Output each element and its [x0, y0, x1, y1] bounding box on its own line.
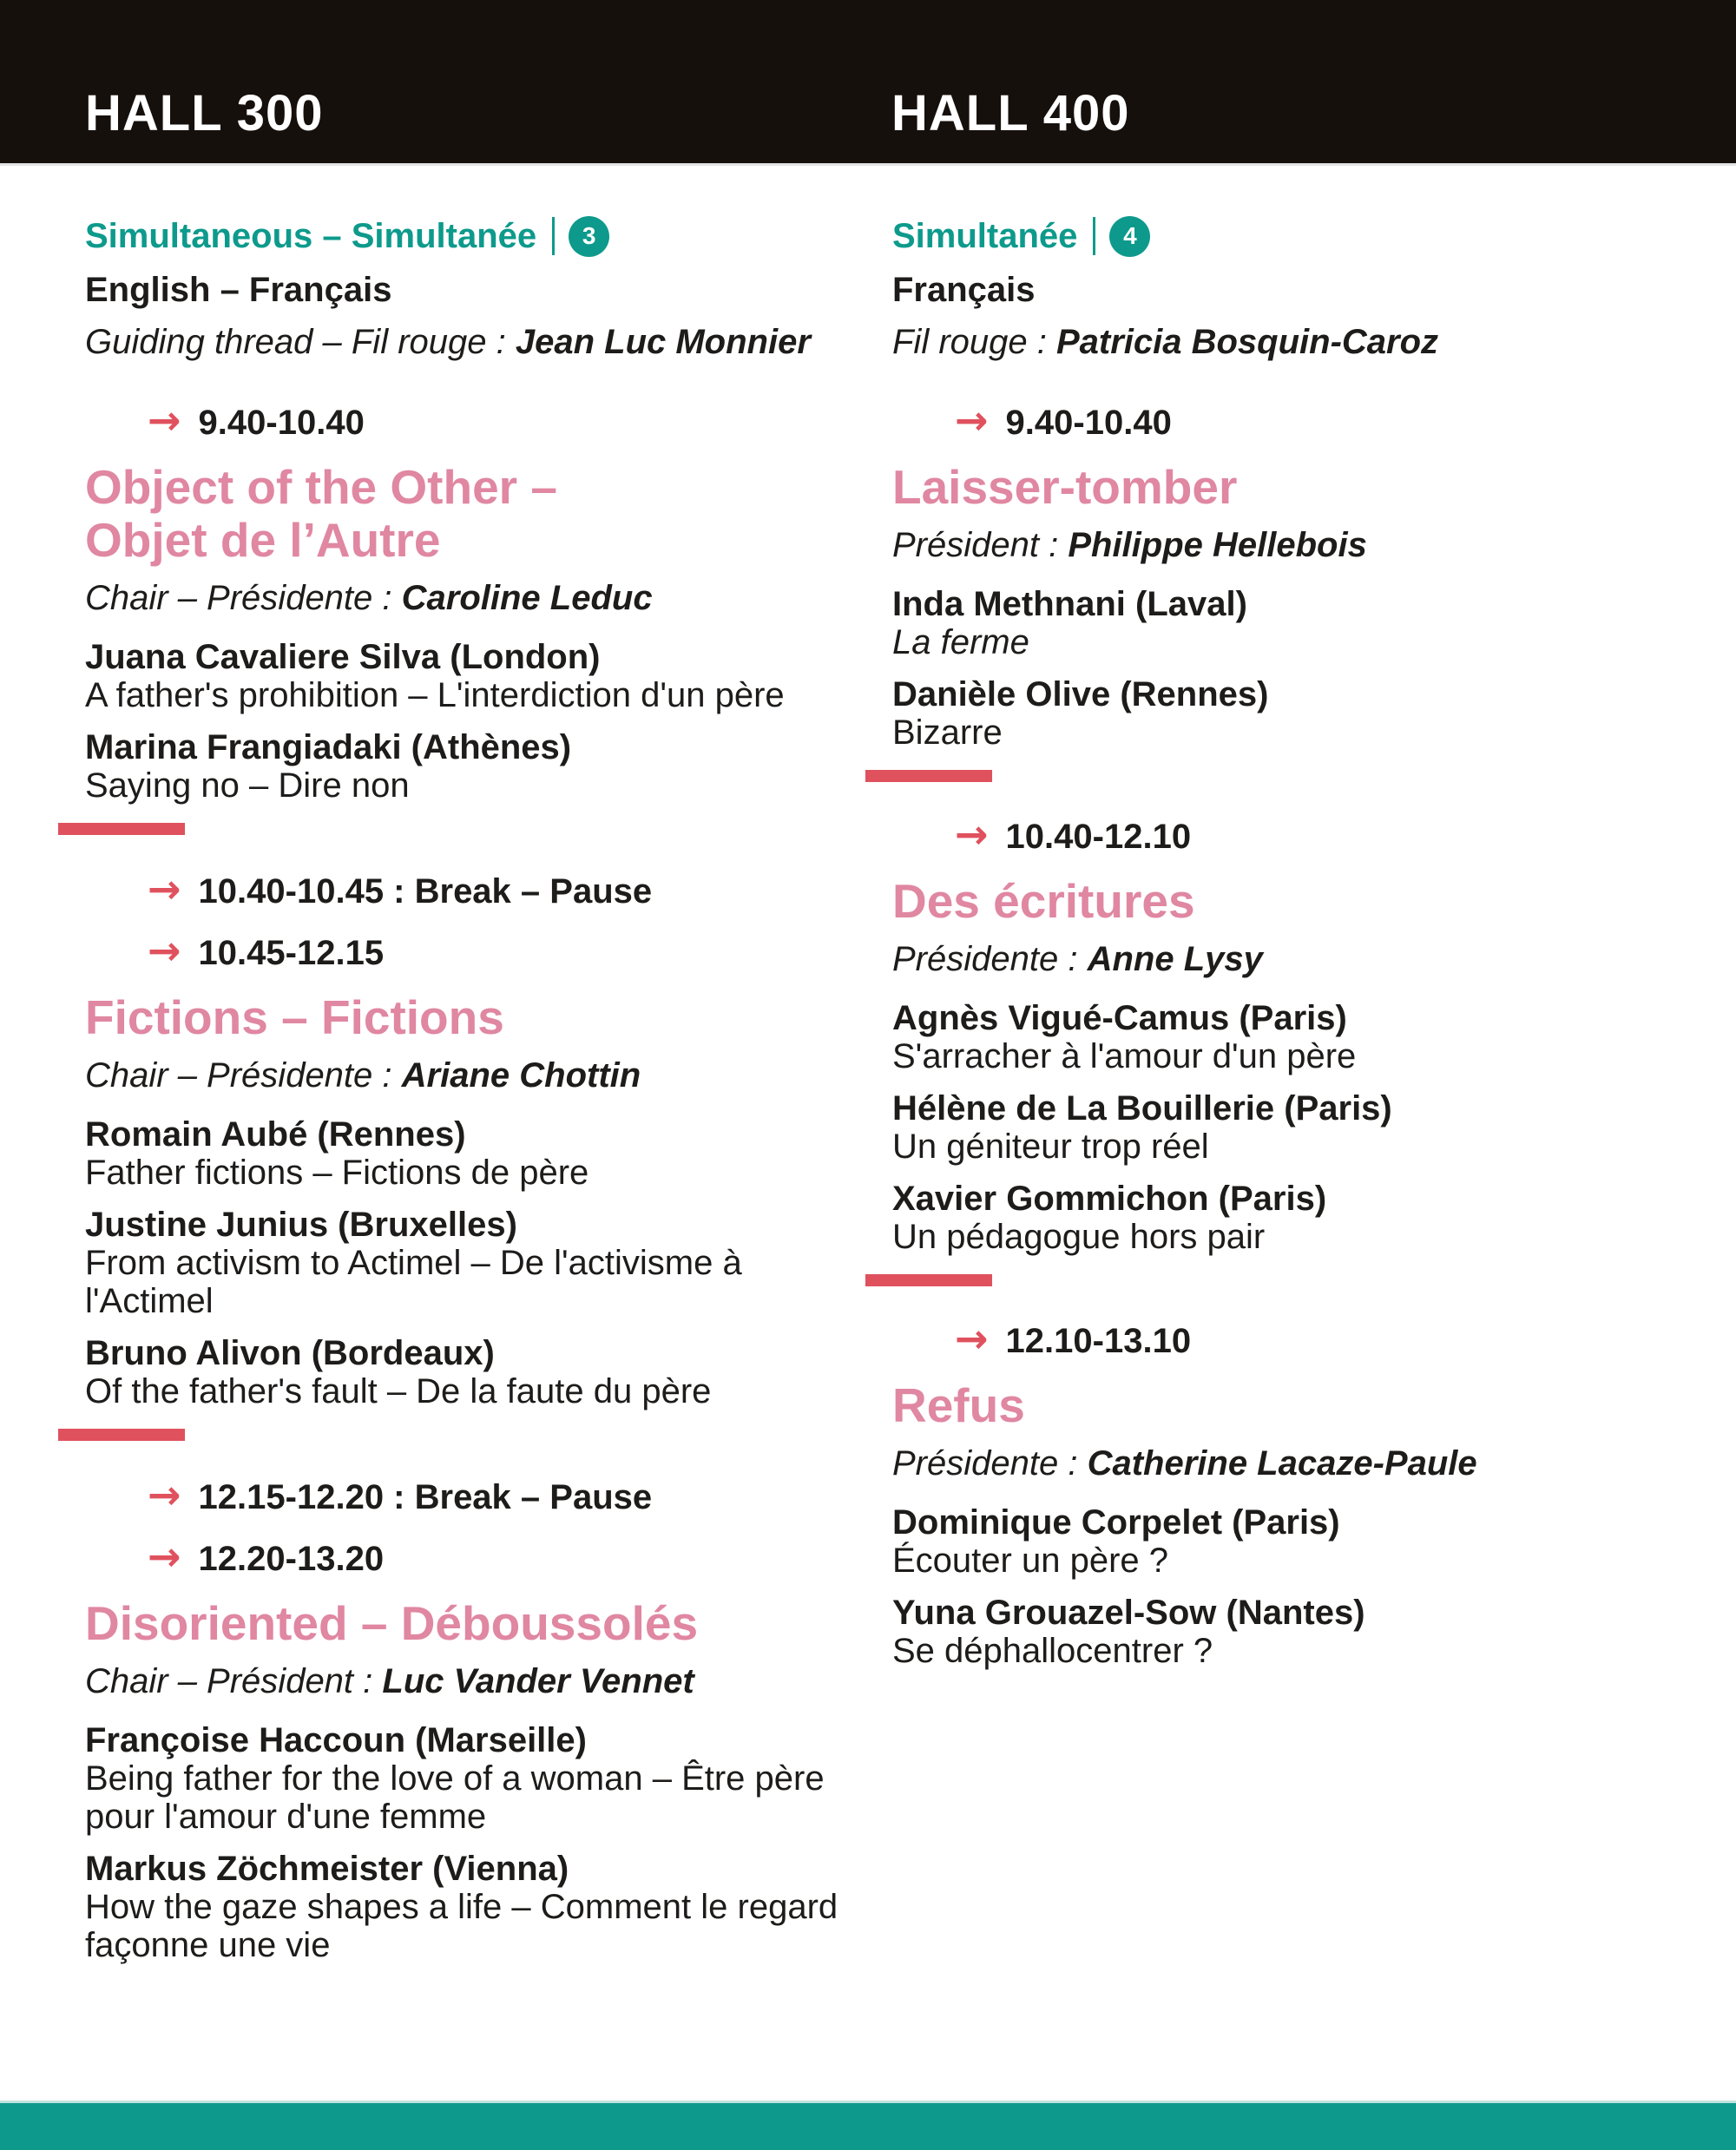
break-label: 10.40-10.45 : Break – Pause	[198, 872, 653, 911]
time-label: 10.40-12.10	[1005, 818, 1192, 856]
fil-rouge-name: Jean Luc Monnier	[515, 323, 811, 361]
speaker-name: Inda Methnani (Laval)	[892, 585, 1247, 623]
chair-name: Luc Vander Vennet	[382, 1662, 694, 1700]
speaker-name: Justine Junius (Bruxelles)	[85, 1206, 517, 1244]
session-title-line: Objet de l’Autre	[85, 513, 441, 567]
chair-role: Présidente :	[892, 1444, 1088, 1483]
session-title-line: Des écritures	[892, 874, 1195, 928]
speaker-entry	[892, 675, 1660, 752]
chair-role: Chair – Président :	[85, 1662, 383, 1700]
languages-label: English – Français	[85, 271, 392, 309]
hall-400-title: HALL 400	[891, 85, 1130, 141]
arrow-icon: →	[955, 397, 989, 444]
column-hall-400	[892, 165, 1660, 1670]
fil-rouge-name: Patricia Bosquin-Caroz	[1055, 323, 1439, 361]
speaker-entry	[85, 728, 863, 805]
time-label: 12.20-13.20	[198, 1540, 385, 1578]
speaker-name: Françoise Haccoun (Marseille)	[85, 1721, 587, 1759]
speaker-name: Juana Cavaliere Silva (London)	[85, 638, 601, 676]
time-row	[85, 927, 863, 974]
languages-label: Français	[892, 271, 1036, 309]
fil-rouge-line	[892, 323, 1660, 361]
session-title-line: Laisser-tomber	[892, 460, 1238, 514]
talk-title: A father's prohibition – L'interdiction d'un père	[85, 676, 785, 714]
channel-badge: 3	[569, 216, 609, 257]
fil-rouge-prefix: Guiding thread – Fil rouge :	[85, 323, 516, 361]
break-row	[85, 1471, 863, 1518]
column-hall-300	[85, 165, 863, 1964]
header-bar	[0, 0, 1736, 166]
interpretation-row	[892, 215, 1660, 257]
talk-title: From activism to Actimel – De l'activisme à l'Actimel	[85, 1244, 742, 1320]
arrow-icon: →	[148, 865, 181, 912]
arrow-icon: →	[148, 1471, 181, 1518]
talk-title: S'arracher à l'amour d'un père	[892, 1037, 1357, 1075]
speaker-name: Danièle Olive (Rennes)	[892, 675, 1269, 713]
speaker-entry	[85, 638, 863, 714]
chair-line	[85, 1056, 863, 1095]
talk-title: Of the father's fault – De la faute du père	[85, 1372, 712, 1410]
talk-title: Father fictions – Fictions de père	[85, 1154, 589, 1192]
fil-rouge-prefix: Fil rouge :	[892, 323, 1056, 361]
session-title-line: Refus	[892, 1378, 1025, 1432]
time-row	[892, 811, 1660, 858]
time-row	[85, 1533, 863, 1580]
speaker-name: Agnès Vigué-Camus (Paris)	[892, 999, 1347, 1037]
session-title-line: Fictions – Fictions	[85, 990, 504, 1044]
chair-name: Ariane Chottin	[401, 1056, 641, 1095]
chair-line	[892, 940, 1660, 978]
talk-title: La ferme	[892, 623, 1029, 661]
channel-badge: 4	[1109, 216, 1150, 257]
chair-role: Président :	[892, 526, 1069, 564]
break-row	[85, 865, 863, 912]
session-title	[892, 875, 1660, 928]
speaker-entry	[85, 1334, 863, 1410]
session-title	[85, 461, 863, 567]
speaker-entry	[892, 1503, 1660, 1580]
chair-line	[892, 526, 1660, 564]
arrow-icon: →	[955, 811, 989, 858]
section-divider	[865, 1274, 992, 1286]
time-row	[85, 397, 863, 444]
speaker-name: Hélène de La Bouillerie (Paris)	[892, 1089, 1392, 1128]
speaker-entry	[892, 999, 1660, 1075]
speaker-entry	[892, 1594, 1660, 1670]
separator-bar	[1093, 217, 1095, 255]
talk-title: How the gaze shapes a life – Comment le regard façonne une vie	[85, 1888, 838, 1964]
session-title	[892, 1379, 1660, 1432]
arrow-icon: →	[955, 1315, 989, 1362]
speaker-entry	[85, 1115, 863, 1192]
talk-title: Se déphallocentrer ?	[892, 1632, 1213, 1670]
speaker-entry	[892, 585, 1660, 661]
talk-title: Saying no – Dire non	[85, 766, 410, 805]
arrow-icon: →	[148, 927, 181, 974]
speaker-entry	[892, 1180, 1660, 1256]
chair-role: Chair – Présidente :	[85, 1056, 402, 1095]
section-divider	[58, 823, 185, 835]
chair-name: Catherine Lacaze-Paule	[1087, 1444, 1477, 1483]
fil-rouge-line	[85, 323, 863, 361]
time-label: 12.10-13.10	[1005, 1322, 1192, 1360]
speaker-name: Dominique Corpelet (Paris)	[892, 1503, 1340, 1542]
footer-bar	[0, 2101, 1736, 2150]
time-label: 10.45-12.15	[198, 934, 385, 972]
arrow-icon: →	[148, 1533, 181, 1580]
chair-name: Caroline Leduc	[401, 579, 653, 617]
time-row	[892, 397, 1660, 444]
section-divider	[58, 1429, 185, 1441]
talk-title: Un géniteur trop réel	[892, 1128, 1209, 1166]
chair-line	[892, 1444, 1660, 1483]
session-title	[85, 1597, 863, 1650]
speaker-entry	[85, 1206, 863, 1320]
separator-bar	[552, 217, 555, 255]
speaker-entry	[85, 1721, 863, 1836]
speaker-name: Marina Frangiadaki (Athènes)	[85, 728, 572, 766]
break-label: 12.15-12.20 : Break – Pause	[198, 1478, 653, 1516]
talk-title: Écouter un père ?	[892, 1542, 1168, 1580]
hall-300-title: HALL 300	[85, 85, 324, 141]
interpretation-row	[85, 215, 863, 257]
chair-line	[85, 579, 863, 617]
speaker-name: Bruno Alivon (Bordeaux)	[85, 1334, 495, 1372]
chair-line	[85, 1662, 863, 1700]
talk-title: Being father for the love of a woman – Être père pour l'amour d'une femme	[85, 1759, 825, 1836]
session-title-line: Object of the Other –	[85, 460, 557, 514]
time-label: 9.40-10.40	[198, 404, 365, 442]
section-divider	[865, 770, 992, 782]
arrow-icon: →	[148, 397, 181, 444]
interpretation-label: Simultaneous – Simultanée	[85, 217, 537, 255]
session-title	[892, 461, 1660, 514]
time-row	[892, 1315, 1660, 1362]
chair-role: Chair – Présidente :	[85, 579, 402, 617]
chair-role: Présidente :	[892, 940, 1088, 978]
chair-name: Philippe Hellebois	[1068, 526, 1367, 564]
session-title-line: Disoriented – Déboussolés	[85, 1596, 699, 1650]
talk-title: Un pédagogue hors pair	[892, 1218, 1266, 1256]
speaker-entry	[892, 1089, 1660, 1166]
session-title	[85, 991, 863, 1044]
speaker-entry	[85, 1850, 863, 1964]
speaker-name: Romain Aubé (Rennes)	[85, 1115, 466, 1154]
speaker-name: Markus Zöchmeister (Vienna)	[85, 1850, 569, 1888]
chair-name: Anne Lysy	[1087, 940, 1263, 978]
speaker-name: Yuna Grouazel-Sow (Nantes)	[892, 1594, 1365, 1632]
interpretation-label: Simultanée	[892, 217, 1078, 255]
time-label: 9.40-10.40	[1005, 404, 1172, 442]
talk-title: Bizarre	[892, 713, 1003, 752]
speaker-name: Xavier Gommichon (Paris)	[892, 1180, 1327, 1218]
